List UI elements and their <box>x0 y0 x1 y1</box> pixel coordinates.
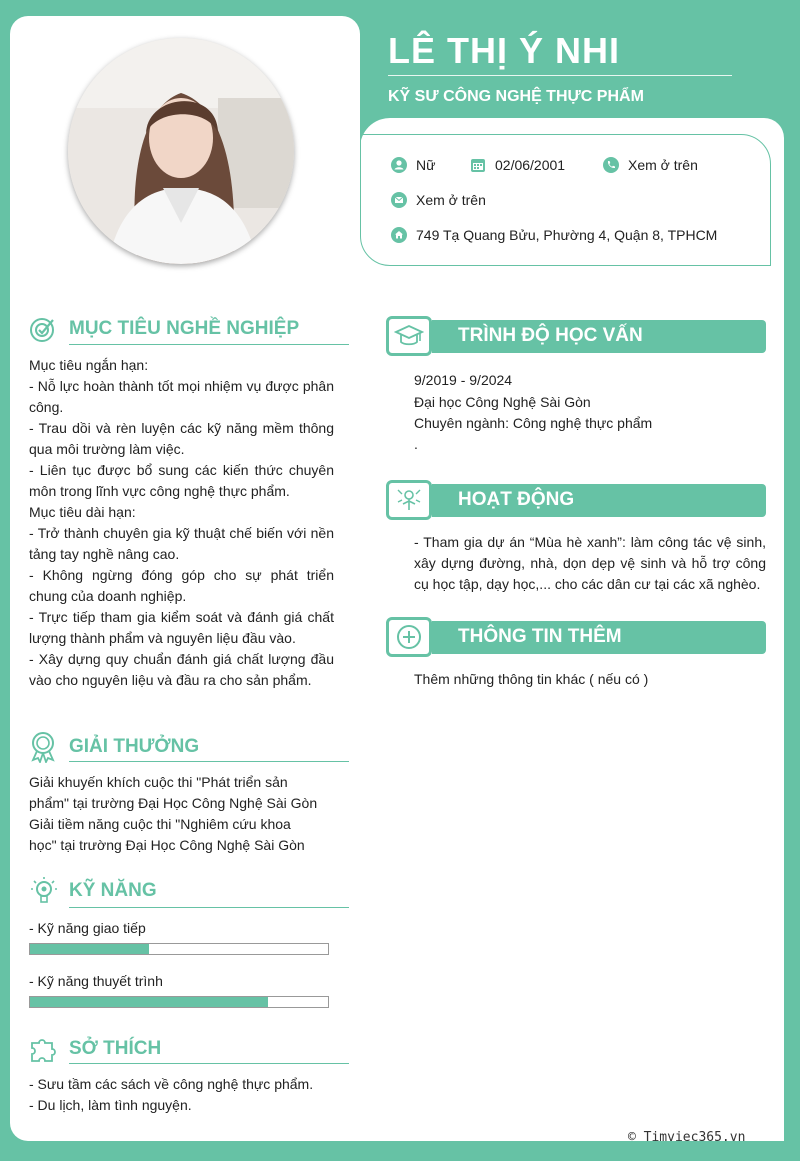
objective-line: Mục tiêu dài hạn: <box>29 504 136 520</box>
skill-bar-fill <box>30 997 268 1007</box>
skill-bar-fill <box>30 944 149 954</box>
contact-email <box>391 192 486 208</box>
phone-text: Xem ở trên <box>628 157 698 173</box>
email-text: Xem ở trên <box>416 192 486 208</box>
objective-title: MỤC TIÊU NGHỀ NGHIỆP <box>69 318 300 339</box>
contact-gender <box>391 157 435 173</box>
hobbies-title: SỞ THÍCH <box>69 1038 162 1059</box>
candidate-name: LÊ THỊ Ý NHI <box>388 30 621 71</box>
activities-icon-box <box>386 480 432 520</box>
objective-line: - Trau dồi và rèn luyện các kỹ năng mềm thông qua môi trường làm việc. <box>29 420 334 457</box>
hobbies-body <box>29 1074 313 1116</box>
calendar-icon <box>470 157 486 173</box>
award-line: Giải khuyến khích cuộc thi "Phát triển sản <box>29 774 288 790</box>
phone-icon <box>603 157 619 173</box>
skills-title: KỸ NĂNG <box>69 880 157 901</box>
lightbulb-icon <box>29 876 59 906</box>
puzzle-icon <box>29 1034 59 1064</box>
education-body <box>414 370 652 455</box>
education-school: Đại học Công Nghệ Sài Gòn <box>414 394 591 410</box>
activity-icon <box>394 486 424 514</box>
objective-line: - Không ngừng đóng góp cho sự phát triển chung của doanh nghiệp. <box>29 567 334 604</box>
objective-heading <box>29 315 299 343</box>
graduation-cap-icon <box>394 323 424 349</box>
objective-line: - Trực tiếp tham gia kiểm soát và đánh giá chất lượng thành phẩm và nguyên liệu đầu vào. <box>29 609 334 646</box>
plus-circle-icon <box>395 623 423 651</box>
objective-line: - Liên tục được bổ sung các kiến thức chuyên môn trong lĩnh vực công nghệ thực phẩm. <box>29 462 334 499</box>
hobby-line: - Du lịch, làm tình nguyện. <box>29 1097 192 1113</box>
contact-phone <box>603 157 698 173</box>
more-info-text: Thêm những thông tin khác ( nếu có ) <box>414 671 649 687</box>
skills-heading <box>29 876 157 906</box>
skills-divider <box>69 907 349 908</box>
contact-birthday <box>470 157 565 173</box>
more-info-band <box>432 621 766 654</box>
objective-line: - Xây dựng quy chuẩn đánh giá chất lượng đầu vào cho nguyên liệu và đầu ra cho sản phẩm. <box>29 651 334 688</box>
job-title: KỸ SƯ CÔNG NGHỆ THỰC PHẨM <box>388 88 644 105</box>
gender-text: Nữ <box>416 157 436 173</box>
birthday-text: 02/06/2001 <box>495 157 566 173</box>
skill-bar <box>29 996 329 1008</box>
email-icon <box>391 192 407 208</box>
activities-title: HOẠT ĐỘNG <box>458 489 575 510</box>
more-info-title: THÔNG TIN THÊM <box>458 626 622 647</box>
objective-line: Mục tiêu ngắn hạn: <box>29 357 149 373</box>
award-line: phẩm" tại trường Đại Học Công Nghệ Sài Gòn <box>29 795 318 811</box>
skill-label: - Kỹ năng thuyết trình <box>29 973 163 989</box>
education-extra: . <box>414 436 418 452</box>
activities-band <box>432 484 766 517</box>
education-title: TRÌNH ĐỘ HỌC VẤN <box>458 325 643 346</box>
education-icon-box <box>386 316 432 356</box>
awards-body <box>29 772 349 856</box>
hobby-line: - Sưu tầm các sách về công nghệ thực phẩm. <box>29 1076 314 1092</box>
home-icon <box>391 227 407 243</box>
target-icon <box>29 315 57 343</box>
name-divider <box>388 75 732 76</box>
skill-bar <box>29 943 329 955</box>
award-icon <box>29 731 57 763</box>
hobbies-heading <box>29 1034 161 1064</box>
hobbies-divider <box>69 1063 349 1064</box>
education-band <box>432 320 766 353</box>
objective-divider <box>69 344 349 345</box>
skill-label: - Kỹ năng giao tiếp <box>29 920 146 936</box>
avatar <box>68 38 294 264</box>
more-info-icon-box <box>386 617 432 657</box>
footer-credit: © Timviec365.vn <box>628 1130 746 1145</box>
award-line: học" tại trường Đại Học Công Nghệ Sài Gòn <box>29 837 305 853</box>
activities-text: - Tham gia dự án “Mùa hè xanh”: làm công tác vệ sinh, xây dựng đường, nhà, dọn dẹp vệ sinh và hỗ trợ công cụ học tập, dạy học,... cho các dân cư tại các xã nghèo. <box>414 534 766 592</box>
awards-title: GIẢI THƯỞNG <box>69 736 200 757</box>
awards-divider <box>69 761 349 762</box>
education-major: Chuyên ngành: Công nghệ thực phẩm <box>414 415 653 431</box>
objective-line: - Trở thành chuyên gia kỹ thuật chế biến với nền tảng tay nghề nâng cao. <box>29 525 334 562</box>
contact-address <box>391 227 717 243</box>
objective-line: - Nỗ lực hoàn thành tốt mọi nhiệm vụ được phân công. <box>29 378 334 415</box>
awards-heading <box>29 731 199 763</box>
address-text: 749 Tạ Quang Bửu, Phường 4, Quận 8, TPHCM <box>416 227 718 243</box>
objective-body <box>29 355 334 691</box>
profile-photo <box>68 38 294 264</box>
user-icon <box>391 157 407 173</box>
award-line: Giải tiềm năng cuộc thi "Nghiêm cứu khoa <box>29 816 291 832</box>
education-period: 9/2019 - 9/2024 <box>414 372 513 388</box>
